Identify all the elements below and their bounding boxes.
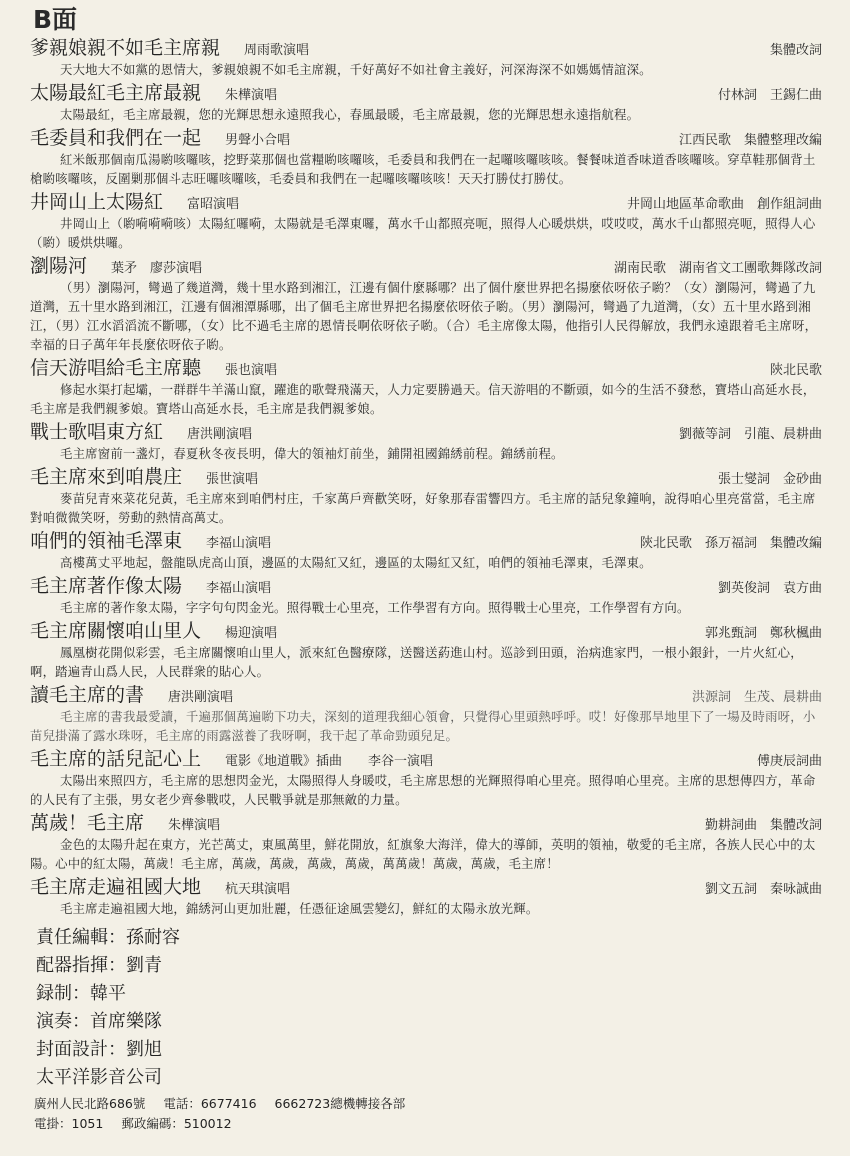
- song-header: [30, 619, 822, 643]
- song-lyrics: 金色的太陽升起在東方，光芒萬丈，東風萬里，鮮花開放，紅旗象大海洋，偉大的導師，英明的領袖，敬愛的毛主席，各族人民心中的太陽。心中的紅太陽，萬歲！毛主席，萬歲，萬歲，萬歲，萬歲，萬萬歲！萬歲，萬歲，毛主席！: [30, 837, 816, 871]
- song-singer: 張世演唱: [206, 472, 259, 487]
- song-header: [30, 574, 822, 598]
- song-singer: 楊迎演唱: [225, 626, 278, 641]
- production-credits: [36, 924, 822, 1092]
- song-credit: 集體改詞: [769, 43, 822, 58]
- song-entry: [30, 254, 822, 354]
- song-entry: [30, 190, 822, 252]
- song-singer: 杭天琪演唱: [225, 882, 291, 897]
- song-entry: [30, 36, 822, 79]
- song-header: [30, 126, 822, 150]
- song-list: [30, 36, 822, 918]
- song-title-group: [30, 254, 202, 278]
- song-header: [30, 254, 822, 278]
- song-credit: 井岡山地區革命歌曲 創作組詞曲: [626, 197, 822, 212]
- footer-item: 電掛：1051: [34, 1116, 104, 1131]
- song-title: 毛主席來到咱農庄: [30, 466, 183, 488]
- song-credit: 勤耕詞曲 集體改詞: [704, 818, 822, 833]
- credit-line: 録制：韓平: [36, 983, 126, 1004]
- song-title: 爹親娘親不如毛主席親: [30, 37, 221, 59]
- song-title-group: [30, 747, 433, 771]
- footer-contact-line: [34, 1114, 423, 1134]
- song-entry: [30, 574, 822, 617]
- song-lyrics: 麥苗兒青來菜花兒黃，毛主席來到咱們村庄，千家萬戶齊歡笑呀，好象那春雷響四方。毛主席的話兒象鐘响，說得咱心里亮當當，毛主席對咱微微笑呀，勞動的熱情高萬丈。: [30, 491, 816, 525]
- song-header: [30, 811, 822, 835]
- song-credit: 洪源詞 生茂、晨耕曲: [691, 690, 822, 705]
- song-title-group: [30, 126, 290, 150]
- credit-line: 演奏：首席樂隊: [36, 1011, 162, 1032]
- song-credit: 付林詞 王錫仁曲: [717, 88, 822, 103]
- song-singer: 電影《地道戰》插曲 李谷一演唱: [225, 754, 434, 769]
- song-lyrics: 高樓萬丈平地起，盤龍臥虎高山頂，邊區的太陽紅又紅，邊區的太陽紅又紅，咱們的領袖毛澤東，毛澤東。: [60, 555, 652, 570]
- song-header: [30, 465, 822, 489]
- song-singer: 唐洪剛演唱: [187, 427, 253, 442]
- song-entry: [30, 683, 822, 745]
- song-singer: 朱樺演唱: [225, 88, 278, 103]
- song-singer: 周雨歌演唱: [244, 43, 310, 58]
- song-title-group: [30, 811, 220, 835]
- song-lyrics: 太陽最紅，毛主席最親，您的光輝思想永遠照我心，春風最暖，毛主席最親，您的光輝思想永遠指航程。: [60, 107, 640, 122]
- song-lyrics: 天大地大不如黨的恩情大，爹親娘親不如毛主席親，千好萬好不如社會主義好，河深海深不如媽媽情誼深。: [60, 62, 652, 77]
- song-entry: [30, 529, 822, 572]
- song-lyrics: （男）瀏陽河，彎過了幾道灣，幾十里水路到湘江，江邊有個什麼縣哪？出了個什麼世界把名揚麼依呀依子喲？（女）瀏陽河，彎過了九道灣，五十里水路到湘江，江邊有個湘潭縣哪，出了個毛主席世界把名揚麼依呀依子喲。（男）瀏陽河，彎過了九道灣，（女）五十里水路到湘江，（男）江水滔滔流不斷哪，（女）比不過毛主席的恩情長啊依呀依子喲。（合）毛主席像太陽，他指引人民得解放，我們永遠跟着毛主席呀，幸福的日子萬年年長麼依呀依子喲。: [30, 280, 818, 352]
- song-title-group: [30, 420, 252, 444]
- song-title-group: [30, 683, 233, 707]
- song-singer: 男聲小合唱: [225, 133, 291, 148]
- song-lyrics: 井岡山上（喲嗬嗬嗬咳）太陽紅囉嗬，太陽就是毛澤東囉，萬水千山都照亮呃，照得人心暖烘烘，哎哎哎，萬水千山都照亮呃，照得人心（喲）暖烘烘囉。: [30, 216, 816, 250]
- song-credit: 江西民歌 集體整理改編: [678, 133, 822, 148]
- song-title-group: [30, 875, 290, 899]
- song-lyrics: 鳳凰樹花開似彩雲，毛主席關懷咱山里人，派來紅色醫療隊，送醫送葯進山村。巡診到田頭，治病進家門，一根小銀針，一片火紅心，啊，踏遍青山爲人民，人民群衆的貼心人。: [30, 645, 803, 679]
- song-title: 戰士歌唱東方紅: [30, 421, 164, 443]
- song-credit: 張士燮詞 金砂曲: [717, 472, 822, 487]
- song-credit: 劉薇等詞 引龍、晨耕曲: [678, 427, 822, 442]
- song-entry: [30, 81, 822, 124]
- song-title: 讀毛主席的書: [30, 684, 145, 706]
- song-title: 信天游唱給毛主席聽: [30, 357, 202, 379]
- credit-line: 責任編輯：孫耐容: [36, 927, 180, 948]
- song-singer: 朱樺演唱: [168, 818, 221, 833]
- song-header: [30, 36, 822, 60]
- song-singer: 張也演唱: [225, 363, 278, 378]
- song-entry: [30, 126, 822, 188]
- song-singer: 唐洪剛演唱: [168, 690, 234, 705]
- credit-line: 封面設計：劉旭: [36, 1039, 162, 1060]
- song-lyrics: 毛主席的著作象太陽，字字句句閃金光。照得戰士心里亮，工作學習有方向。照得戰士心里亮，工作學習有方向。: [60, 600, 690, 615]
- song-header: [30, 420, 822, 444]
- song-title: 太陽最紅毛主席最親: [30, 82, 202, 104]
- song-credit: 陝北民歌: [769, 363, 822, 378]
- footer-address-line: [34, 1094, 423, 1114]
- song-title-group: [30, 529, 271, 553]
- song-credit: 劉文五詞 秦咏誠曲: [704, 882, 822, 897]
- song-title: 萬歲！毛主席: [30, 812, 145, 834]
- song-entry: [30, 465, 822, 527]
- song-title: 瀏陽河: [30, 255, 88, 277]
- song-header: [30, 683, 822, 707]
- song-singer: 富昭演唱: [187, 197, 240, 212]
- song-title-group: [30, 356, 277, 380]
- song-credit: 劉英俊詞 袁方曲: [717, 581, 822, 596]
- song-credit: 湖南民歌 湖南省文工團歌舞隊改詞: [613, 261, 822, 276]
- song-title: 毛主席走遍祖國大地: [30, 876, 202, 898]
- song-lyrics: 毛主席的書我最愛讀，千遍那個萬遍喲下功夫，深刻的道理我細心領會，只覺得心里頭熱呼呼。哎！好像那旱地里下了一場及時雨呀，小苗兒掛滿了露水珠呀，毛主席的雨露滋養了我呀啊，我干起了革命勁頭兒足。: [30, 709, 816, 743]
- song-singer: 李福山演唱: [206, 581, 272, 596]
- song-entry: [30, 420, 822, 463]
- song-header: [30, 190, 822, 214]
- footer-item: 6662723總機轉接各部: [274, 1096, 406, 1111]
- song-header: [30, 747, 822, 771]
- credit-line: 配器指揮：劉青: [36, 955, 162, 976]
- song-title: 毛主席的話兒記心上: [30, 748, 202, 770]
- song-header: [30, 81, 822, 105]
- song-credit: 傅庚辰詞曲: [756, 754, 822, 769]
- song-title-group: [30, 619, 277, 643]
- song-credit: 陝北民歌 孫万福詞 集體改編: [639, 536, 822, 551]
- song-title-group: [30, 465, 258, 489]
- song-entry: [30, 811, 822, 873]
- song-lyrics: 太陽出來照四方，毛主席的思想閃金光，太陽照得人身暖哎，毛主席思想的光輝照得咱心里亮。照得咱心里亮。主席的思想傳四方，革命的人民有了主張，男女老少齊參戰哎，人民戰爭就是那無敵的力量。: [30, 773, 816, 807]
- song-entry: [30, 875, 822, 918]
- song-entry: [30, 747, 822, 809]
- song-title: 咱們的領袖毛澤東: [30, 530, 183, 552]
- footer-item: 廣州人民北路686號: [34, 1096, 146, 1111]
- credit-line: 太平洋影音公司: [36, 1067, 162, 1088]
- song-singer: 葉矛 廖莎演唱: [111, 261, 203, 276]
- footer-item: 郵政編碼：510012: [121, 1116, 232, 1131]
- song-singer: 李福山演唱: [206, 536, 272, 551]
- song-header: [30, 356, 822, 380]
- song-title: 毛主席著作像太陽: [30, 575, 183, 597]
- song-entry: [30, 619, 822, 681]
- song-lyrics: 毛主席窗前一盞灯，春夏秋冬夜長明，偉大的領袖灯前坐，鋪開祖國錦綉前程。錦綉前程。: [60, 446, 564, 461]
- song-entry: [30, 356, 822, 418]
- side-label: B面: [33, 5, 78, 34]
- song-title: 毛委員和我們在一起: [30, 127, 202, 149]
- song-title-group: [30, 574, 271, 598]
- song-header: [30, 529, 822, 553]
- publisher-footer: [34, 1094, 423, 1134]
- song-title: 井岡山上太陽紅: [30, 191, 164, 213]
- song-lyrics: 紅米飯那個南瓜湯喲咳囉咳，挖野菜那個也當糧喲咳囉咳，毛委員和我們在一起囉咳囉咳咳。餐餐味道香味道香咳囉咳。穿草鞋那個背土槍喲咳囉咳，反圍剿那個斗志旺囉咳囉咳，毛委員和我們在一起囉咳囉咳咳！天天打勝仗打勝仗。: [30, 152, 816, 186]
- song-title: 毛主席關懷咱山里人: [30, 620, 202, 642]
- song-title-group: [30, 36, 309, 60]
- footer-item: 電話：6677416: [163, 1096, 257, 1111]
- song-header: [30, 875, 822, 899]
- song-credit: 郭兆甄詞 鄭秋楓曲: [704, 626, 822, 641]
- song-lyrics: 修起水渠打起壩，一群群牛羊滿山竄，躍進的歌聲飛滿天，人力定要勝過天。信天游唱的不斷頭，如今的生活不發愁，寶塔山高延水長，毛主席是我們親爹娘。寶塔山高延水長，毛主席是我們親爹娘。: [30, 382, 816, 416]
- song-lyrics: 毛主席走遍祖國大地，錦綉河山更加壯麗，任憑征途風雲變幻，鮮紅的太陽永放光輝。: [60, 901, 539, 916]
- song-title-group: [30, 81, 277, 105]
- song-title-group: [30, 190, 239, 214]
